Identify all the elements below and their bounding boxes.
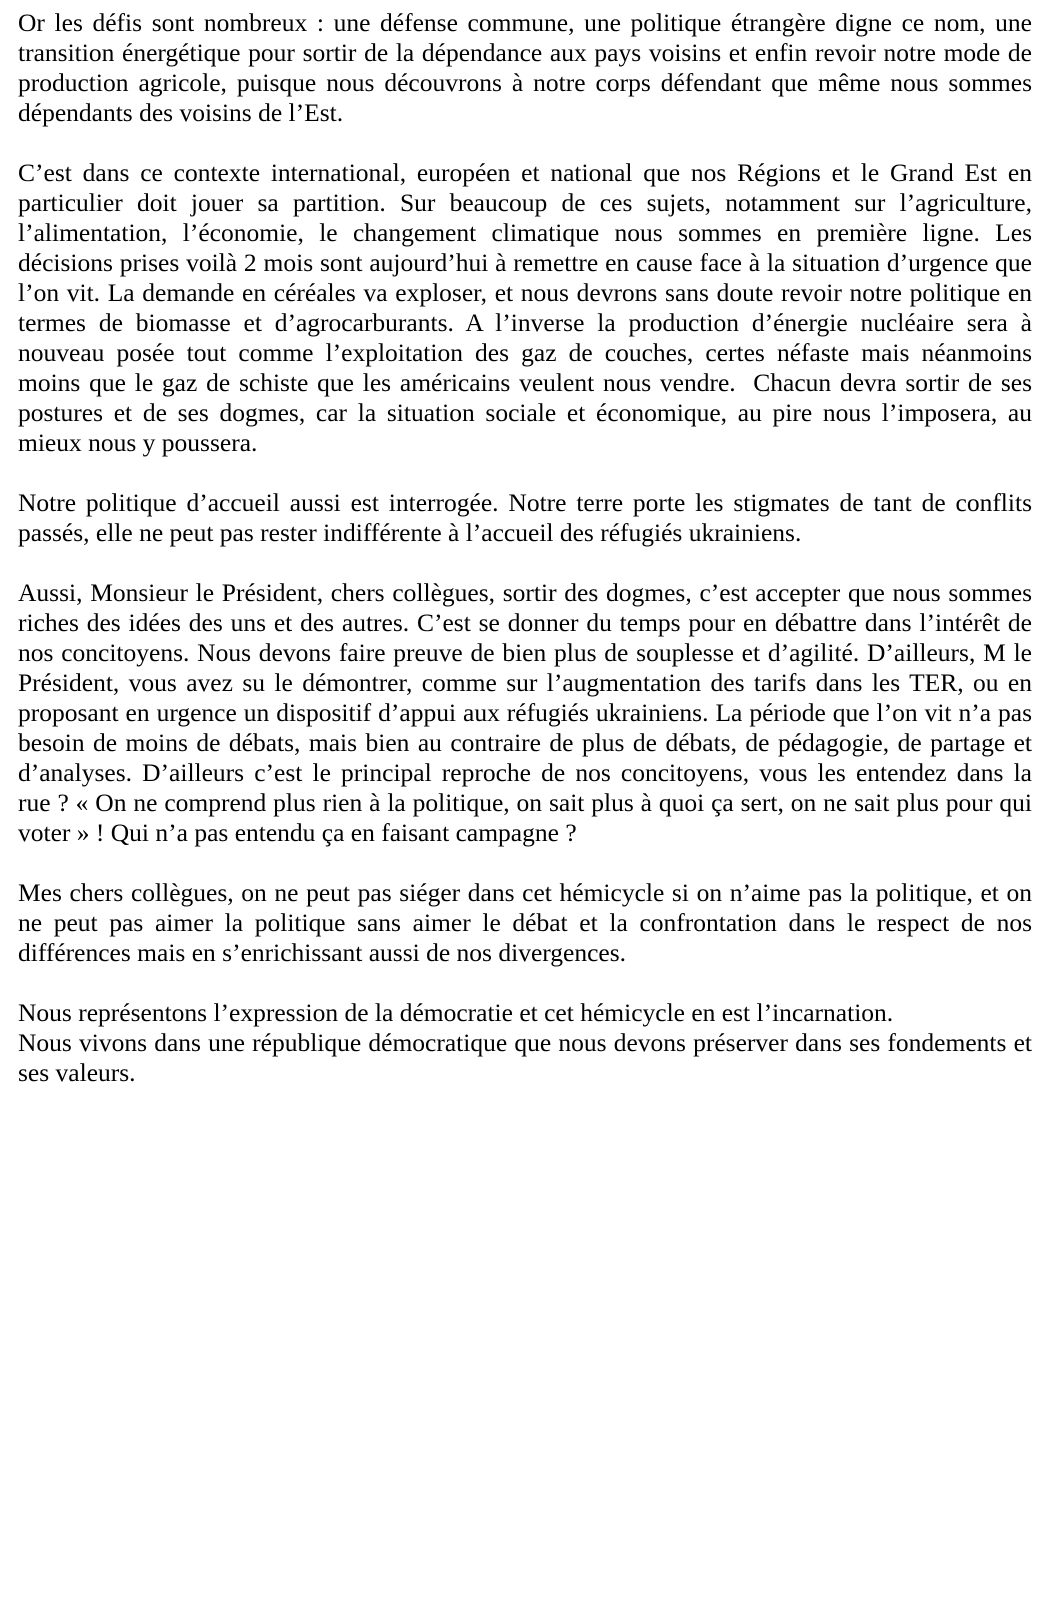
paragraph-6-line-1: Nous représentons l’expression de la démocratie et cet hémicycle en est l’incarnation. (18, 998, 894, 1027)
paragraph-5-text: Mes chers collègues, on ne peut pas siéger dans cet hémicycle si on n’aime pas la politique, et on ne peut pas aimer la politique sans aimer le débat et la confrontation dans le respect de nos différences mais en s’enrichissant aussi de nos divergences. (18, 878, 1032, 967)
paragraph-1-text: Or les défis sont nombreux : une défense commune, une politique étrangère digne ce nom, une transition énergétique pour sortir de la dépendance aux pays voisins et enfin revoir notre mode de production agricole, puisque nous découvrons à notre corps défendant que même nous sommes dépendants des voisins de l’Est. (18, 8, 1032, 127)
paragraph-3-text: Notre politique d’accueil aussi est interrogée. Notre terre porte les stigmates de tant de conflits passés, elle ne peut pas rester indifférente à l’accueil des réfugiés ukrainiens. (18, 488, 1032, 547)
paragraph-2 (18, 158, 1032, 458)
paragraph-5 (18, 878, 1032, 968)
paragraph-4-text: Aussi, Monsieur le Président, chers collègues, sortir des dogmes, c’est accepter que nous sommes riches des idées des uns et des autres. C’est se donner du temps pour en débattre dans l’intérêt de nos concitoyens. Nous devons faire preuve de bien plus de souplesse et d’agilité. D’ailleurs, M le Président, vous avez su le démontrer, comme sur l’augmentation des tarifs dans les TER, ou en proposant en urgence un dispositif d’appui aux réfugiés ukrainiens. La période que l’on vit n’a pas besoin de moins de débats, mais bien au contraire de plus de débats, de pédagogie, de partage et d’analyses. D’ailleurs c’est le principal reproche de nos concitoyens, vous les entendez dans la rue ? « On ne comprend plus rien à la politique, on sait plus à quoi ça sert, on ne sait plus pour qui voter » ! Qui n’a pas entendu ça en faisant campagne ? (18, 578, 1032, 847)
paragraph-1 (18, 8, 1032, 128)
paragraph-6 (18, 998, 1032, 1088)
paragraph-6-line-2: Nous vivons dans une république démocratique que nous devons préserver dans ses fondements et ses valeurs. (18, 1028, 1032, 1087)
paragraph-4 (18, 578, 1032, 848)
paragraph-2-text: C’est dans ce contexte international, européen et national que nos Régions et le Grand Est en particulier doit jouer sa partition. Sur beaucoup de ces sujets, notamment sur l’agriculture, l’alimentation, l’économie, le changement climatique nous sommes en première ligne. Les décisions prises voilà 2 mois sont aujourd’hui à remettre en cause face à la situation d’urgence que l’on vit. La demande en céréales va exploser, et nous devrons sans doute revoir notre politique en termes de biomasse et d’agrocarburants. A l’inverse la production d’énergie nucléaire sera à nouveau posée tout comme l’exploitation des gaz de couches, certes néfaste mais néanmoins moins que le gaz de schiste que les américains veulent nous vendre. Chacun devra sortir de ses postures et de ses dogmes, car la situation sociale et économique, au pire nous l’imposera, au mieux nous y poussera. (18, 158, 1032, 457)
paragraph-3 (18, 488, 1032, 548)
